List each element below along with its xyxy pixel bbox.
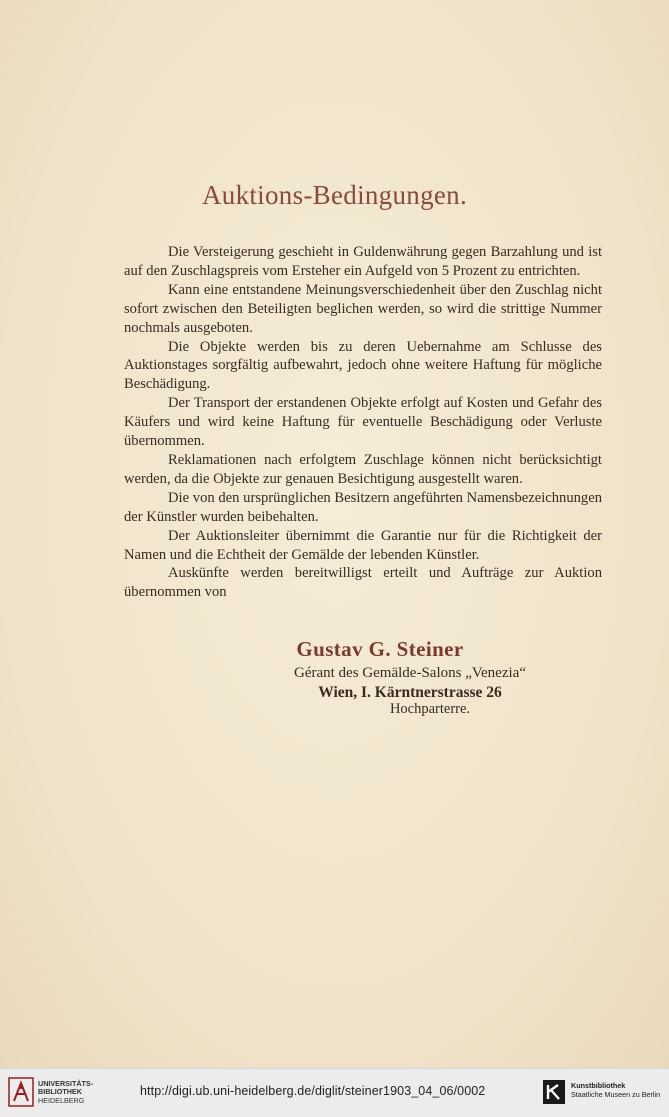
signature-address: Wien, I. Kärntnerstrasse 26 xyxy=(318,684,502,701)
viewer-footer xyxy=(0,1068,669,1117)
conditions-text xyxy=(124,243,602,602)
paragraph-dispute: Kann eine entstandene Meinungsverschiedenheit über den Zuschlag nicht sofort zwischen den Beteiligten beglichen werden, so wird die strittige Nummer nochmals ausgeboten. xyxy=(124,281,602,336)
paragraph-information: Auskünfte werden bereitwilligst erteilt und Aufträge zur Auktion übernommen von xyxy=(124,565,602,601)
kb-label-line1: Kunstbibliothek xyxy=(571,1081,626,1090)
paragraph-complaints: Reklamationen nach erfolgtem Zuschlage können nicht berücksichtigt werden, da die Objekte zur genauen Besichtigung ausgestellt waren. xyxy=(124,451,602,487)
university-library-label xyxy=(38,1080,93,1105)
paragraph-currency: Die Versteigerung geschieht in Guldenwährung gegen Barzahlung und ist auf den Zuschlagspreis vom Ersteher ein Aufgeld von 5 Prozent zu entrichten. xyxy=(124,244,602,279)
university-seal-icon xyxy=(8,1077,34,1107)
paragraph-storage: Die Objekte werden bis zu deren Uebernahme am Schlusse des Auktionstages sorgfältig aufbewahrt, jedoch ohne weitere Haftung für mögliche Beschädigung. xyxy=(124,338,602,393)
paragraph-guarantee: Der Auktionsleiter übernimmt die Garantie nur für die Richtigkeit der Namen und die Echtheit der Gemälde der lebenden Künstler. xyxy=(124,527,602,563)
signature-floor: Hochparterre. xyxy=(389,701,471,717)
kunstbibliothek-label xyxy=(571,1081,660,1099)
paragraph-transport: Der Transport der erstandenen Objekte erfolgt auf Kosten und Gefahr des Käufers und wird keine Haftung für eventuelle Beschädigung oder Verluste übernommen. xyxy=(124,395,602,450)
kb-label-line2: Staatliche Museen zu Berlin xyxy=(571,1090,661,1099)
signature-name: Gustav G. Steiner xyxy=(296,637,464,661)
uni-label-line3: HEIDELBERG xyxy=(38,1095,85,1105)
uni-label-line1: UNIVERSITÄTS- xyxy=(38,1079,94,1088)
permalink-url[interactable]: http://digi.ub.uni-heidelberg.de/diglit/steiner1903_04_06/0002 xyxy=(140,1084,486,1098)
uni-label-line2: BIBLIOTHEK xyxy=(38,1087,82,1097)
page-title: Auktions-Bedingungen. xyxy=(201,180,468,210)
paragraph-attributions: Die von den ursprünglichen Besitzern angeführten Namensbezeichnungen der Künstler wurden beibehalten. xyxy=(124,489,602,525)
kunstbibliothek-mark-icon xyxy=(543,1080,565,1104)
signature-role: Gérant des Gemälde-Salons „Venezia“ xyxy=(294,665,526,681)
